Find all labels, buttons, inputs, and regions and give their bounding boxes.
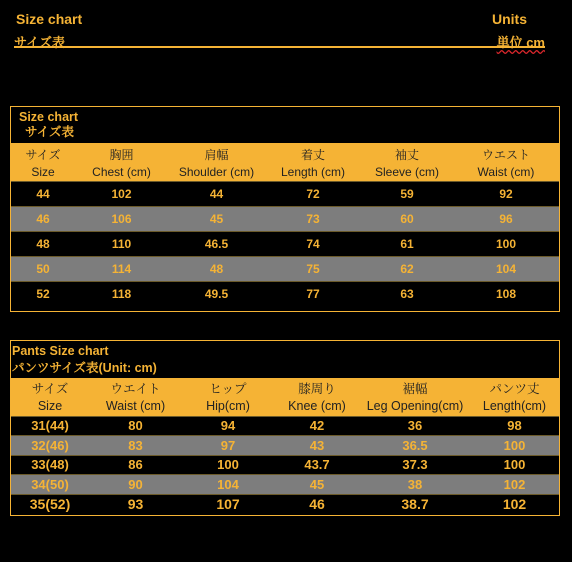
size-chart-column-header: Sleeve (cm) — [361, 163, 453, 181]
pants-chart-table-cell: 38.7 — [360, 494, 470, 514]
pants-chart-table-cell: 102 — [470, 494, 559, 514]
size-chart-table — [11, 143, 559, 306]
size-chart-table-cell: 104 — [453, 256, 559, 281]
size-chart-table-cell: 73 — [265, 206, 361, 231]
pants-chart-title-jp: パンツサイズ表(Unit: cm) — [12, 361, 157, 375]
size-chart-table-cell: 50 — [11, 256, 75, 281]
pants-chart-header-row — [11, 378, 559, 397]
size-chart-column-header: Chest (cm) — [75, 163, 168, 181]
size-chart-table-cell: 44 — [11, 181, 75, 206]
size-chart-table-cell: 75 — [265, 256, 361, 281]
pants-chart-table-row — [11, 475, 559, 495]
pants-chart-table-cell: 33(48) — [11, 455, 89, 475]
pants-chart-table-cell: 83 — [89, 436, 182, 456]
size-chart-panel — [10, 106, 560, 312]
pants-size-chart-panel — [10, 340, 560, 516]
size-chart-table-cell: 96 — [453, 206, 559, 231]
pants-chart-column-header: Hip(cm) — [182, 397, 274, 416]
pants-chart-table-cell: 100 — [470, 455, 559, 475]
pants-chart-table-cell: 35(52) — [11, 494, 89, 514]
size-chart-table-row — [11, 181, 559, 206]
pants-chart-table-row — [11, 416, 559, 436]
size-chart-table-cell: 100 — [453, 231, 559, 256]
pants-chart-column-header: 裾幅 — [360, 378, 470, 397]
pants-chart-column-header: Leg Opening(cm) — [360, 397, 470, 416]
size-chart-table-cell: 63 — [361, 281, 453, 306]
size-chart-table-cell: 60 — [361, 206, 453, 231]
size-chart-table-cell: 46 — [11, 206, 75, 231]
pants-chart-column-header: Waist (cm) — [89, 397, 182, 416]
pants-chart-table-cell: 38 — [360, 475, 470, 495]
size-chart-table-cell: 62 — [361, 256, 453, 281]
pants-chart-table-cell: 80 — [89, 416, 182, 436]
size-chart-header-row — [11, 143, 559, 163]
size-chart-table-cell: 49.5 — [168, 281, 265, 306]
size-chart-table-cell: 46.5 — [168, 231, 265, 256]
page-header — [14, 10, 545, 48]
pants-chart-table-cell: 42 — [274, 416, 360, 436]
size-chart-table-cell: 92 — [453, 181, 559, 206]
pants-chart-table-cell: 107 — [182, 494, 274, 514]
size-chart-column-header: 着丈 — [265, 143, 361, 163]
size-chart-table-cell: 118 — [75, 281, 168, 306]
size-chart-column-header: 肩幅 — [168, 143, 265, 163]
pants-chart-table-cell: 43 — [274, 436, 360, 456]
size-chart-column-header: Size — [11, 163, 75, 181]
pants-chart-table-cell: 100 — [182, 455, 274, 475]
pants-chart-table-cell: 37.3 — [360, 455, 470, 475]
size-chart-column-header: 胸囲 — [75, 143, 168, 163]
header-units-jp: 単位 cm — [496, 35, 545, 50]
size-chart-table-cell: 77 — [265, 281, 361, 306]
pants-chart-column-header: Length(cm) — [470, 397, 559, 416]
size-chart-column-header: ウエスト — [453, 143, 559, 163]
pants-chart-table-cell: 32(46) — [11, 436, 89, 456]
pants-chart-table-cell: 46 — [274, 494, 360, 514]
pants-chart-column-header: 膝周り — [274, 378, 360, 397]
size-chart-table-cell: 102 — [75, 181, 168, 206]
pants-chart-table-cell: 34(50) — [11, 475, 89, 495]
pants-chart-table-cell: 36 — [360, 416, 470, 436]
size-chart-table-cell: 45 — [168, 206, 265, 231]
pants-chart-table-cell: 93 — [89, 494, 182, 514]
pants-chart-column-header: Knee (cm) — [274, 397, 360, 416]
pants-chart-table-cell: 45 — [274, 475, 360, 495]
pants-chart-table-cell: 43.7 — [274, 455, 360, 475]
pants-chart-title-en: Pants Size chart — [12, 344, 109, 358]
size-chart-column-header: Waist (cm) — [453, 163, 559, 181]
pants-chart-table-cell: 94 — [182, 416, 274, 436]
pants-chart-table-cell: 90 — [89, 475, 182, 495]
pants-chart-table-row — [11, 455, 559, 475]
size-chart-table-row — [11, 231, 559, 256]
size-chart-column-header: Length (cm) — [265, 163, 361, 181]
pants-size-chart-table — [11, 378, 559, 514]
size-chart-table-cell: 61 — [361, 231, 453, 256]
pants-chart-table-cell: 31(44) — [11, 416, 89, 436]
pants-chart-table-row — [11, 436, 559, 456]
pants-chart-table-cell: 86 — [89, 455, 182, 475]
pants-chart-header-row — [11, 397, 559, 416]
size-chart-table-cell: 106 — [75, 206, 168, 231]
size-chart-table-cell: 114 — [75, 256, 168, 281]
size-chart-table-cell: 72 — [265, 181, 361, 206]
size-chart-table-cell: 44 — [168, 181, 265, 206]
size-chart-table-cell: 108 — [453, 281, 559, 306]
size-chart-title-jp: サイズ表 — [25, 125, 75, 139]
pants-chart-column-header: パンツ丈 — [470, 378, 559, 397]
pants-chart-column-header: サイズ — [11, 378, 89, 397]
size-chart-column-header: サイズ — [11, 143, 75, 163]
pants-chart-table-row — [11, 494, 559, 514]
header-title-jp: サイズ表 — [14, 35, 65, 50]
pants-chart-column-header: ウエイト — [89, 378, 182, 397]
size-chart-table-row — [11, 281, 559, 306]
size-chart-table-cell: 52 — [11, 281, 75, 306]
pants-chart-table-cell: 98 — [470, 416, 559, 436]
size-chart-title-en: Size chart — [19, 110, 79, 124]
pants-chart-table-cell: 104 — [182, 475, 274, 495]
size-chart-table-row — [11, 256, 559, 281]
size-chart-table-cell: 110 — [75, 231, 168, 256]
pants-chart-table-cell: 102 — [470, 475, 559, 495]
size-chart-column-header: Shoulder (cm) — [168, 163, 265, 181]
size-chart-table-row — [11, 206, 559, 231]
pants-chart-column-header: Size — [11, 397, 89, 416]
size-chart-column-header: 袖丈 — [361, 143, 453, 163]
size-chart-header-row — [11, 163, 559, 181]
pants-chart-table-cell: 97 — [182, 436, 274, 456]
pants-chart-column-header: ヒップ — [182, 378, 274, 397]
pants-chart-table-cell: 100 — [470, 436, 559, 456]
size-chart-table-cell: 48 — [168, 256, 265, 281]
size-chart-table-cell: 48 — [11, 231, 75, 256]
header-title-en: Size chart — [16, 11, 83, 27]
header-units-en: Units — [492, 11, 527, 27]
size-chart-table-cell: 59 — [361, 181, 453, 206]
pants-chart-table-cell: 36.5 — [360, 436, 470, 456]
size-chart-table-cell: 74 — [265, 231, 361, 256]
